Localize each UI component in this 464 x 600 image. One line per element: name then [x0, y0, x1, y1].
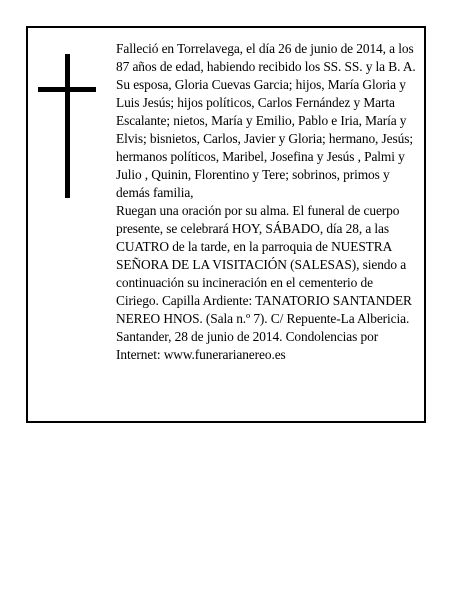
- funeral-details: Ruegan una oración por su alma. El funeral de cuerpo presente, se celebrará HOY, SÁBADO, día 28, a las CUATRO de la tarde, en la parroquia de NUESTRA SEÑORA DE LA VISITACIÓN (SALESAS), siendo a continuación su incineración en el cementerio de Ciriego. Capilla Ardiente: TANATORIO SANTANDER NEREO HNOS. (Sala n.º 7). C/ Repuente-La Albericia.: [116, 203, 412, 326]
- obituary-notice: [26, 26, 426, 423]
- cross-vertical-bar: [65, 54, 70, 198]
- death-announcement: Falleció en Torrelavega, el día 26 de junio de 2014, a los 87 años de edad, habiendo recibido los SS. SS. y la B. A.: [116, 41, 416, 74]
- notice-text: [116, 40, 418, 364]
- family-list: Su esposa, Gloria Cuevas Garcia; hijos, María Gloria y Luis Jesús; hijos políticos, Carlos Fernández y Marta Escalante; nietos, María y Emilio, Pablo e Iria, María y Elvis; bisnietos, Carlos, Javier y Gloria; hermano, Jesús; hermanos políticos, Maribel, Josefina y Jesús , Palmi y Julio , Quinin, Florentino y Tere; sobrinos, primos y demás familia,: [116, 77, 413, 200]
- cross-horizontal-bar: [38, 87, 96, 92]
- cross-icon: [38, 54, 96, 198]
- date-and-condolences: Santander, 28 de junio de 2014. Condolencias por Internet: www.funerarianereo.es: [116, 329, 379, 362]
